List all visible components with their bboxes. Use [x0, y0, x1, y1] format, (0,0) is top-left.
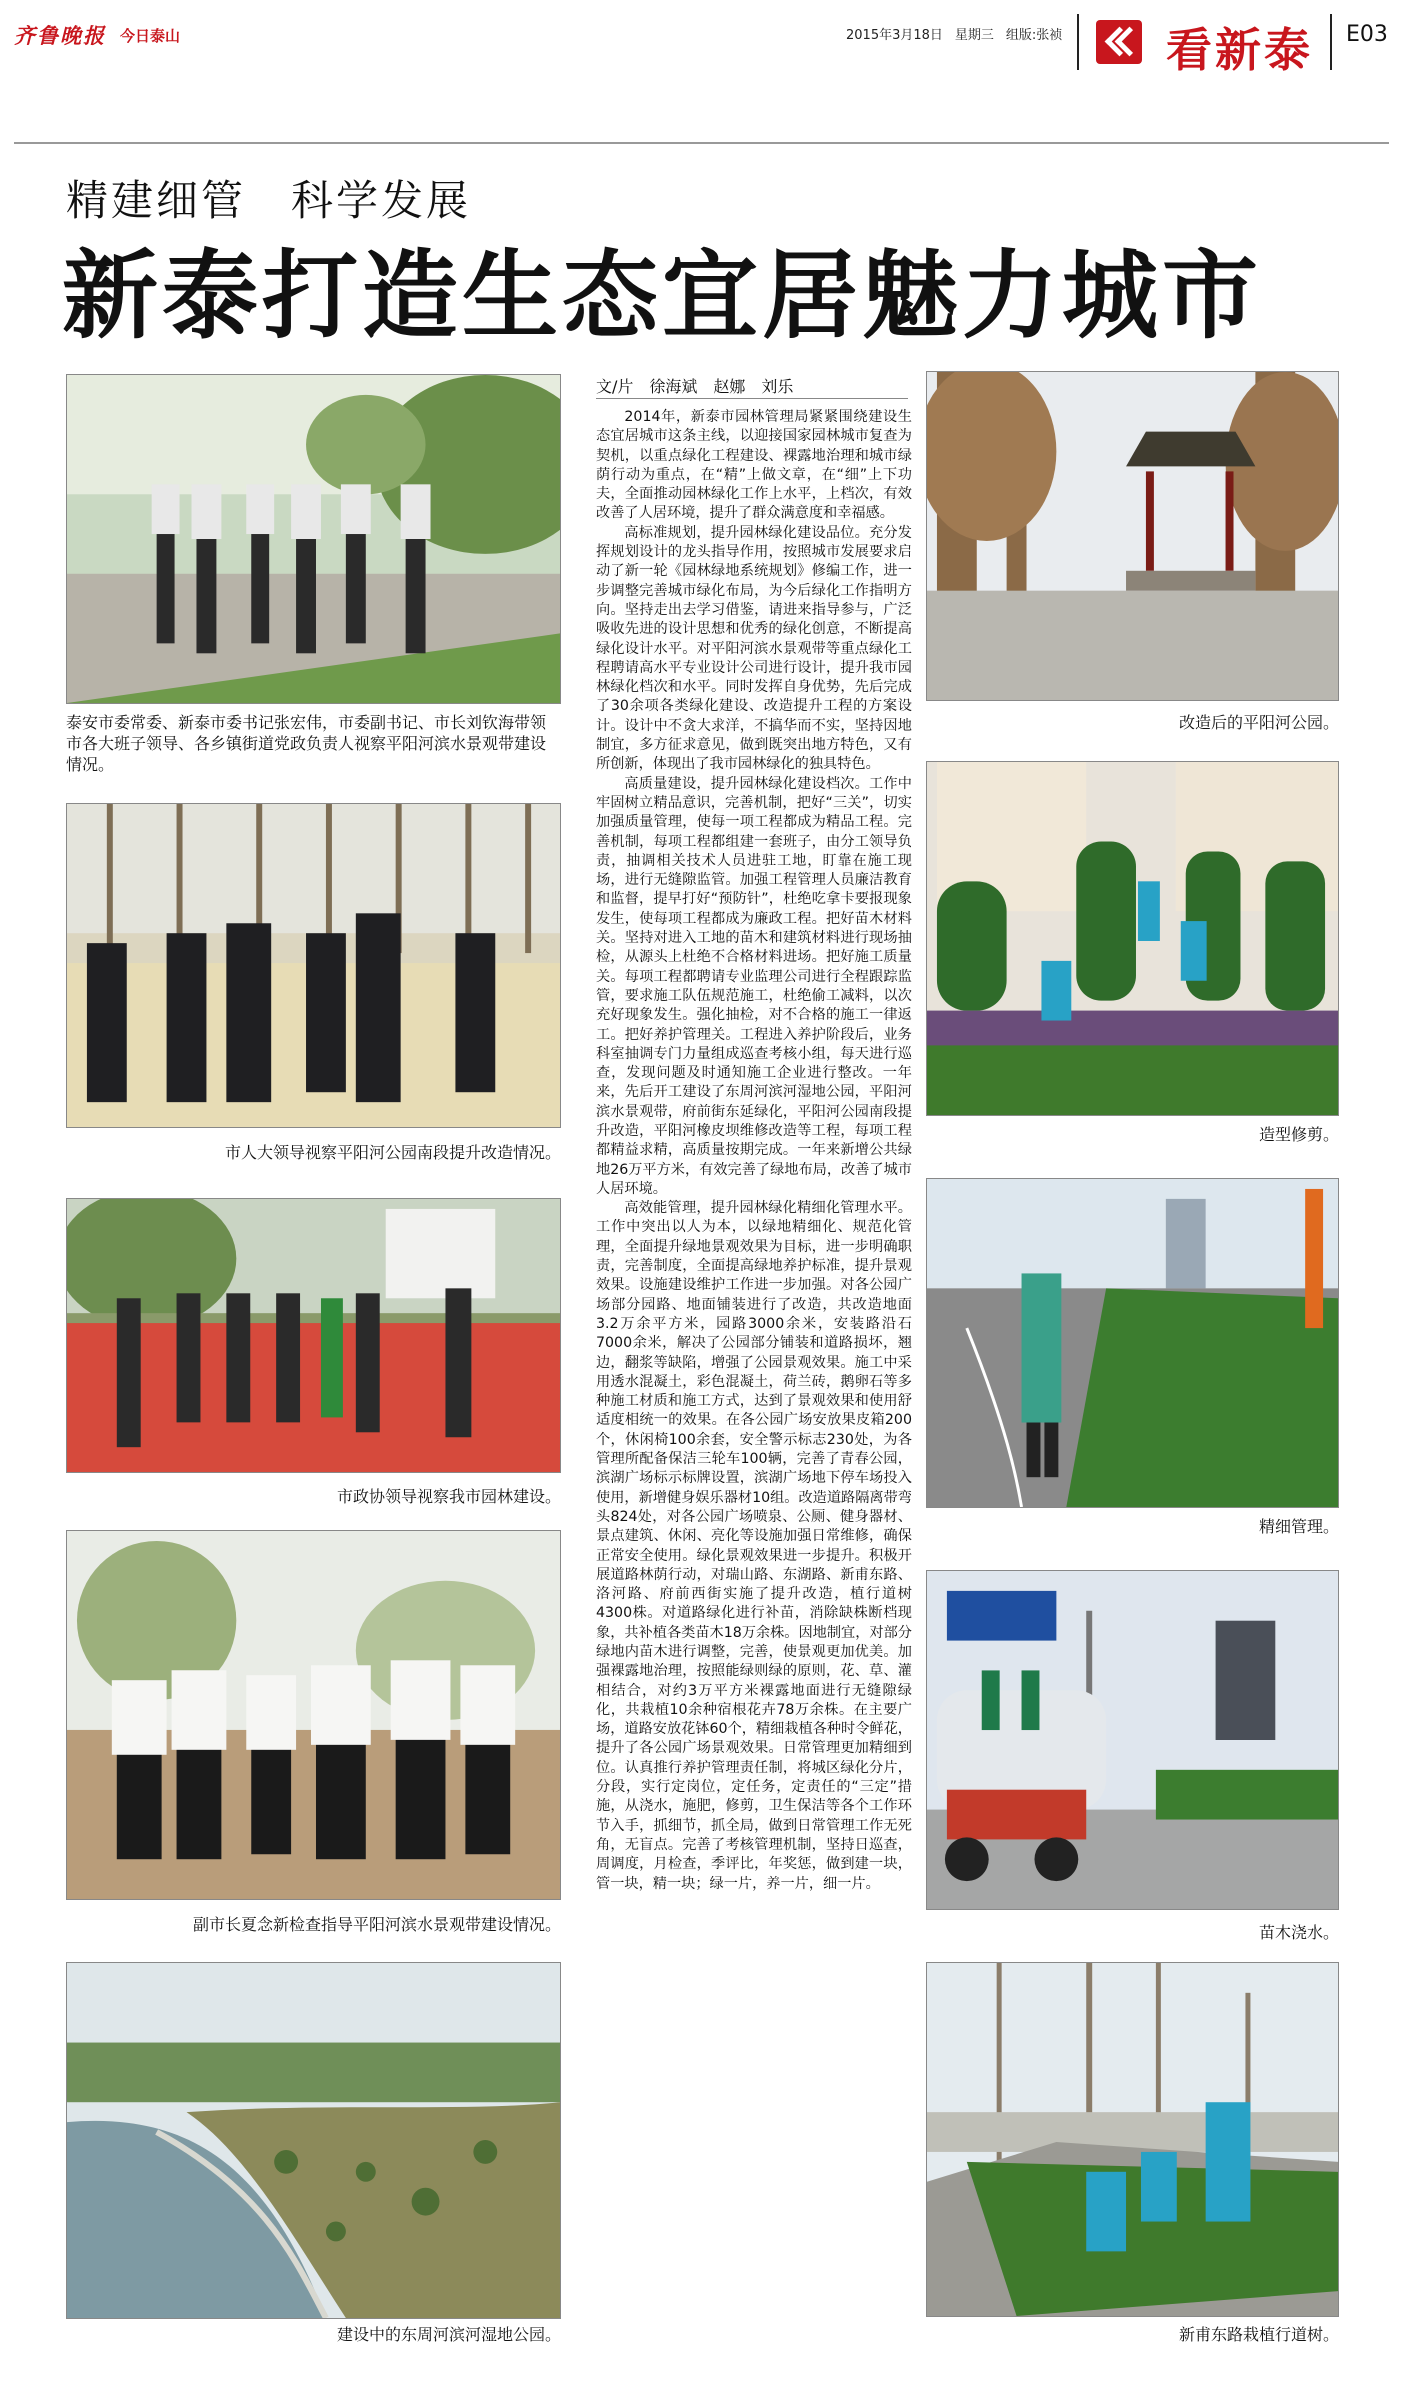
header-divider: [1330, 14, 1332, 70]
photo-officials-riverside: [66, 374, 561, 704]
editor-credit: 组版:张祯: [1005, 28, 1063, 43]
page-header-left: [14, 18, 180, 52]
article-byline: 文/片 徐海斌 赵娜 刘乐: [596, 377, 794, 396]
column-title: 看新泰: [1166, 23, 1313, 77]
headline-title: 新泰打造生态宜居魅力城市: [62, 240, 1262, 352]
photo-caption: 苗木浇水。: [1258, 1923, 1339, 1942]
photo-vice-mayor-inspection: [66, 1530, 561, 1900]
article-paragraph: 高标准规划，提升园林绿化建设品位。充分发挥规划设计的龙头指导作用，按照城市发展要求启动了新一轮《园林绿地系统规划》修编工作，进一步调整完善城市绿化布局，为今后绿化工作指明方向。坚持走出去学习借鉴，请进来指导参与，广泛吸收先进的设计思想和优秀的绿化创意，不断提高绿化设计水平。对平阳河滨水景观带等重点绿化工程聘请高水平专业设计公司进行设计，提升我市园林绿化档次和水平。同时发挥自身优势，先后完成了30余项各类绿化建设、改造提升工程的方案设计。设计中不贪大求洋，不搞华而不实，坚持因地制宜，多方征求意见，做到既突出地方特色，又有所创新，体现出了我市园林绿化的独具特色。: [596, 524, 912, 773]
issue-weekday: 星期三: [954, 28, 994, 43]
photo-street-tree-planting: [926, 1962, 1339, 2317]
photo-caption: 副市长夏念新检查指导平阳河滨水景观带建设情况。: [192, 1915, 561, 1934]
photo-caption: 新甫东路栽植行道树。: [1178, 2325, 1339, 2344]
photo-caption: 精细管理。: [1258, 1517, 1339, 1536]
article-body: [596, 408, 912, 2363]
byline-rule: [596, 398, 908, 399]
photo-caption: 市人大领导视察平阳河公园南段提升改造情况。: [224, 1143, 561, 1162]
article-paragraph: 2014年，新泰市园林管理局紧紧围绕建设生态宜居城市这条主线，以迎接国家园林城市复查为契机，以重点绿化工程建设、裸露地治理和城市绿荫行动为重点，在“精”上做文章，在“细”上下功夫，全面推动园林绿化工作上水平，上档次，有效改善了人居环境，提升了群众满意度和幸福感。: [596, 409, 912, 522]
photo-tree-watering: [926, 1570, 1339, 1910]
photo-caption: 泰安市委常委、新泰市委书记张宏伟，市委副书记、市长刘钦海带领市各大班子领导、各乡镇街道党政负责人视察平阳河滨水景观带建设情况。: [66, 713, 547, 774]
photo-cppcc-visit: [66, 1198, 561, 1473]
section-label: 今日泰山: [120, 26, 181, 45]
photo-caption: 建设中的东周河滨河湿地公园。: [336, 2325, 561, 2344]
page-number: E03: [1346, 22, 1388, 47]
header-rule: [14, 142, 1389, 144]
masthead: 齐鲁晚报: [14, 23, 106, 48]
photo-topiary-trimming: [926, 761, 1339, 1116]
photo-npc-inspection: [66, 803, 561, 1128]
issue-meta: [846, 24, 1062, 43]
issue-date: 2015年3月18日: [846, 28, 943, 43]
photo-pingyang-park: [926, 371, 1339, 701]
photo-caption: 市政协领导视察我市园林建设。: [336, 1487, 561, 1506]
photo-wetland-park: [66, 1962, 561, 2319]
header-divider: [1077, 14, 1079, 70]
headline-subtitle: 精建细管 科学发展: [66, 176, 472, 225]
article-paragraph: 高效能管理，提升园林绿化精细化管理水平。工作中突出以人为本，以绿地精细化、规范化管理，全面提升绿地景观效果为目标，进一步明确职责，完善制度，全面提高绿地养护标准，提升景观效果。设施建设维护工作进一步加强。对各公园广场部分园路、地面铺装进行了改造，共改造地面3.2万余平方米，园路3000余米，安装路沿石7000余米，解决了公园部分铺装和道路损坏，翘边，翻浆等缺陷，增强了公园景观效果。施工中采用透水混凝土，彩色混凝土，荷兰砖，鹅卵石等多种施工材质和施工方式，达到了景观效果和使用舒适度相统一的效果。在各公园广场安放果皮箱200个，休闲椅100余套，安全警示标志230处，为各管理所配备保洁三轮车100辆，完善了青春公园，滨湖广场标示标牌设置，滨湖广场地下停车场投入使用，新增健身娱乐器材10组。改造道路隔离带弯头824处，对各公园广场喷泉、公厕、健身器材、景点建筑、休闲、亮化等设施加强日常维修，确保正常安全使用。绿化景观效果进一步提升。积极开展道路林荫行动，对瑞山路、东湖路、新甫东路、洛河路、府前西街实施了提升改造，植行道树4300株。对道路绿化进行补苗，消除缺株断档现象，共补植各类苗木18万余株。因地制宜，对部分绿地内苗木进行调整，完善，使景观更加优美。加强裸露地治理，按照能绿则绿的原则，花、草、灌相结合，对约3万平方米裸露地面进行无缝隙绿化，共栽植10余种宿根花卉78万余株。在主要广场，道路安放花钵60个，精细栽植各种时令鲜花，提升了各公园广场景观效果。日常管理更加精细到位。认真推行养护管理责任制，将城区绿化分片，分段，实行定岗位，定任务，定责任的“三定”措施，从浇水，施肥，修剪，卫生保洁等各个工作环节入手，抓细节，抓全局，做到日常管理工作无死角，无盲点。完善了考核管理机制，坚持日巡查，周调度，月检查，季评比，年奖惩，做到建一块，管一块，精一块；绿一片，养一片，细一片。: [596, 1200, 912, 1892]
article-paragraph: 高质量建设，提升园林绿化建设档次。工作中牢固树立精品意识，完善机制，把好“三关”，切实加强质量管理，使每一项工程都成为精品工程。完善机制，每项工程都组建一套班子，由分工领导负责，抽调相关技术人员进驻工地，盯靠在施工现场，进行无缝隙监管。加强工程管理人员廉洁教育和监督，提早打好“预防针”，杜绝吃拿卡要报现象发生，使每项工程都成为廉政工程。把好苗木材料关。坚持对进入工地的苗木和建筑材料进行现场抽检，从源头上杜绝不合格材料进场。把好施工质量关。每项工程都聘请专业监理公司进行全程跟踪监管，要求施工队伍规范施工，杜绝偷工减料，以次充好现象发生。强化抽检，对不合格的施工一律返工。把好养护管理关。工程进入养护阶段后，业务科室抽调专门力量组成巡查考核小组，每天进行巡查，发现问题及时通知施工企业进行整改。一年来，先后开工建设了东周河滨河湿地公园，平阳河滨水景观带，府前街东延绿化，平阳河公园南段提升改造，平阳河橡皮坝维修改造等工程，每项工程都精益求精，高质量按期完成。一年来新增公共绿地26万平方米，有效完善了绿地布局，改善了城市人居环境。: [596, 775, 912, 1197]
photo-caption: 造型修剪。: [1258, 1125, 1339, 1144]
photo-fine-management: [926, 1178, 1339, 1508]
photo-caption: 改造后的平阳河公园。: [1178, 713, 1339, 732]
double-chevron-icon: [1096, 20, 1142, 64]
